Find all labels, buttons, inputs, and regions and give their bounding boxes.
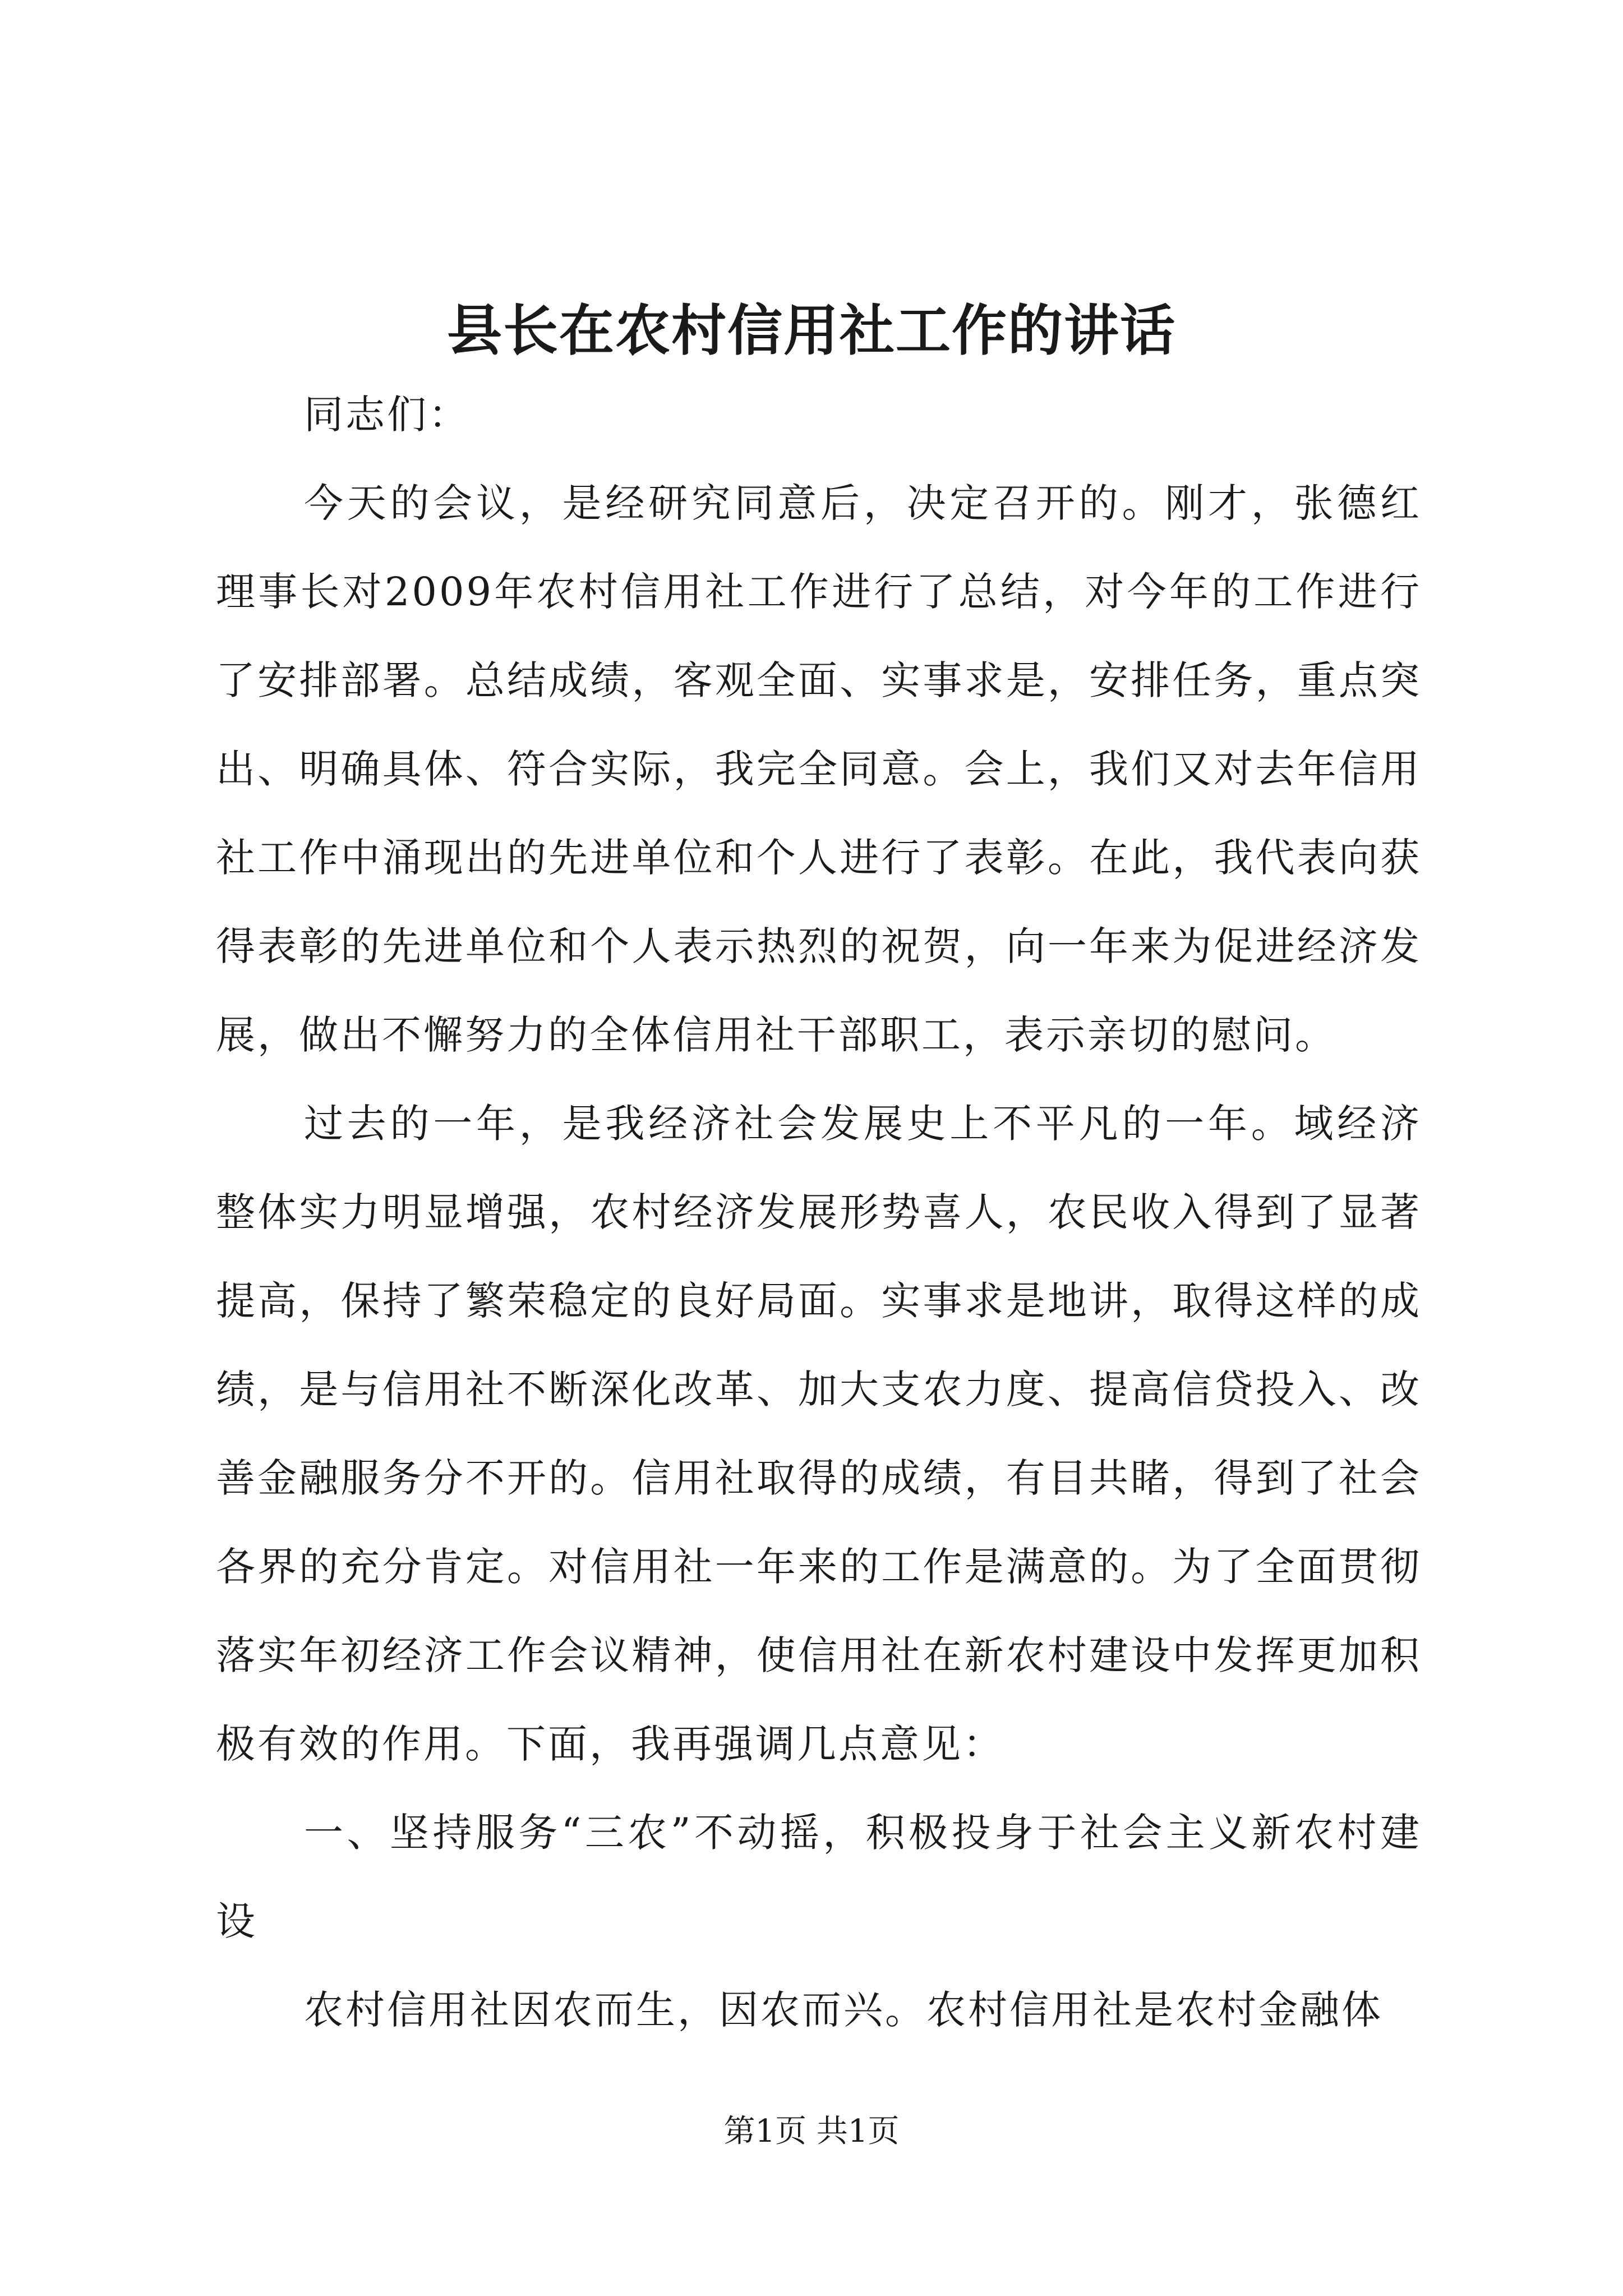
paragraph-section-1-text: 农村信用社因农而生，因农而兴。农村信用社是农村金融体 [304,1987,1383,2033]
paragraph-meeting-intro: 今天的会议，是经研究同意后，决定召开的。刚才，张德红理事长对2009年农村信用社工作进行了总结，对今年的工作进行了安排部署。总结成绩，客观全面、实事求是，安排任务，重点突出、明确具体、符合实际，我完全同意。会上，我们又对去年信用社工作中涌现出的先进单位和个人进行了表彰。在此，我代表向获得表彰的先进单位和个人表示热烈的祝贺，向一年来为促进经济发展，做出不懈努力的全体信用社干部职工，表示亲切的慰问。 [216,480,1422,1058]
paragraph-salutation: 同志们： [304,392,470,438]
page-footer: 第1页 共1页 [723,2113,900,2150]
document-body [216,370,1422,2054]
paragraph-past-year: 过去的一年，是我经济社会发展史上不平凡的一年。域经济整体实力明显增强，农村经济发展形势喜人，农民收入得到了显著提高，保持了繁荣稳定的良好局面。实事求是地讲，取得这样的成绩，是与信用社不断深化改革、加大支农力度、提高信贷投入、改善金融服务分不开的。信用社取得的成绩，有目共睹，得到了社会各界的充分肯定。对信用社一年来的工作是满意的。为了全面贯彻落实年初经济工作会议精神，使信用社在新农村建设中发挥更加积极有效的作用。下面，我再强调几点意见： [216,1101,1422,1767]
document-title: 县长在农村信用社工作的讲话 [446,298,1176,363]
paragraph-section-heading-1: 一、坚持服务“三农”不动摇，积极投身于社会主义新农村建设 [216,1810,1422,1944]
